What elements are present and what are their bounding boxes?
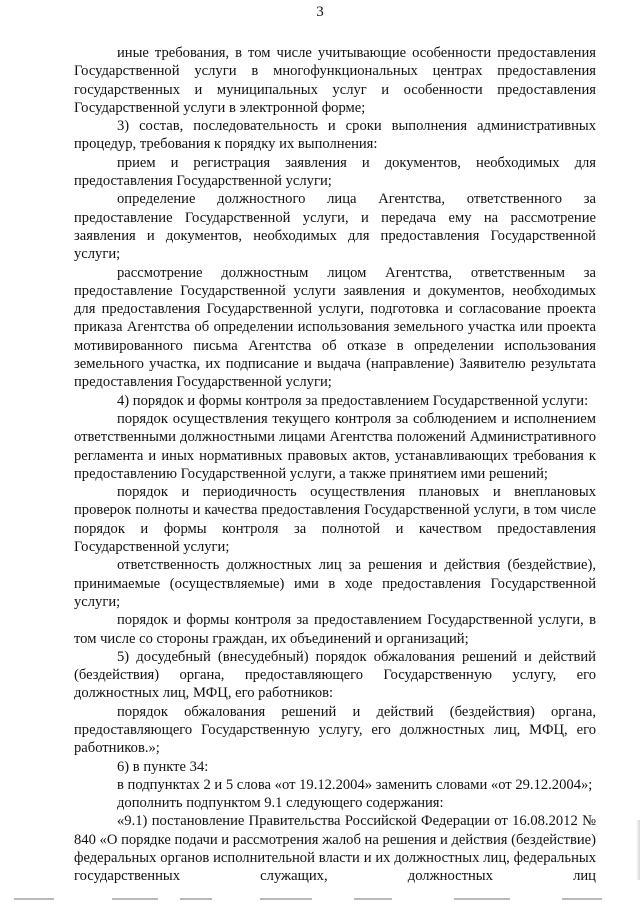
paragraph: дополнить подпунктом 9.1 следующего содержания:: [117, 795, 444, 812]
paragraph: 4) порядок и формы контроля за предоставлением Государственной услуги:: [117, 392, 589, 409]
paragraph: иные требования, в том числе учитывающие особенности предоставления Государственной услуги в многофункциональных центрах предоставления государственных и муниципальных услуг и особенности предоставления Государственной услуги в электронной форме;: [74, 45, 596, 116]
scan-bottom-artifacts: [14, 896, 626, 902]
paragraph: ответственность должностных лиц за решения и действия (бездействие), принимаемые (осуществляемые) ими в ходе предоставления Государственной услуги;: [74, 557, 596, 610]
paragraph: 3) состав, последовательность и сроки выполнения административных процедур, требования к порядку их выполнения:: [74, 118, 596, 153]
paragraph: порядок и периодичность осуществления плановых и внеплановых проверок полноты и качества предоставления Государственной услуги, в том числе порядок и формы контроля за полнотой и качеством предоставления Государственной услуги;: [74, 484, 596, 556]
paragraph: 5) досудебный (внесудебный) порядок обжалования решений и действий (бездействия) органа, предоставляющего Государственную услугу, его должностных лиц, МФЦ, его работников:: [74, 648, 596, 702]
paragraph: 6) в пункте 34:: [117, 758, 209, 775]
paragraph: в подпунктах 2 и 5 слова «от 19.12.2004» заменить словами «от 29.12.2004»;: [117, 776, 593, 793]
paragraph: рассмотрение должностным лицом Агентства, ответственным за предоставление Государственной услуги заявления и документов, необходимых для предоставления Государственной услуги, подготовка и согласование проекта приказа Агентства об определении использования земельного участка или проекта мотивированного письма Агентства об отказе в определении использования земельного участка, их подписание и выдача (направление) Заявителю результата предоставления Государственной услуги;: [74, 264, 596, 391]
paragraph: порядок обжалования решений и действий (бездействия) органа, предоставляющего Государственную услугу, его должностных лиц, МФЦ, его работников.»;: [74, 703, 596, 757]
page-number: 3: [316, 4, 324, 20]
scan-edge-shadow: [636, 820, 640, 880]
document-body: [74, 44, 596, 886]
paragraph: определение должностного лица Агентства, ответственного за предоставление Государственной услуги, и передача ему на рассмотрение заявления и документов, необходимых для предоставления Государственной услуги;: [74, 191, 596, 263]
paragraph: «9.1) постановление Правительства Российской Федерации от 16.08.2012 № 840 «О порядке подачи и рассмотрения жалоб на решения и действия (бездействие) федеральных органов исполнительной власти и их должностных лиц, федеральных государственных служащих, должностных лиц: [74, 813, 596, 885]
paragraph: порядок осуществления текущего контроля за соблюдением и исполнением ответственными должностными лицами Агентства положений Административного регламента и иных нормативных правовых актов, устанавливающих требования к предоставлению Государственной услуги, а также принятием ими решений;: [74, 410, 596, 482]
paragraph: прием и регистрация заявления и документов, необходимых для предоставления Государственной услуги;: [74, 154, 596, 190]
paragraph: порядок и формы контроля за предоставлением Государственной услуги, в том числе со стороны граждан, их объединений и организаций;: [74, 612, 596, 647]
